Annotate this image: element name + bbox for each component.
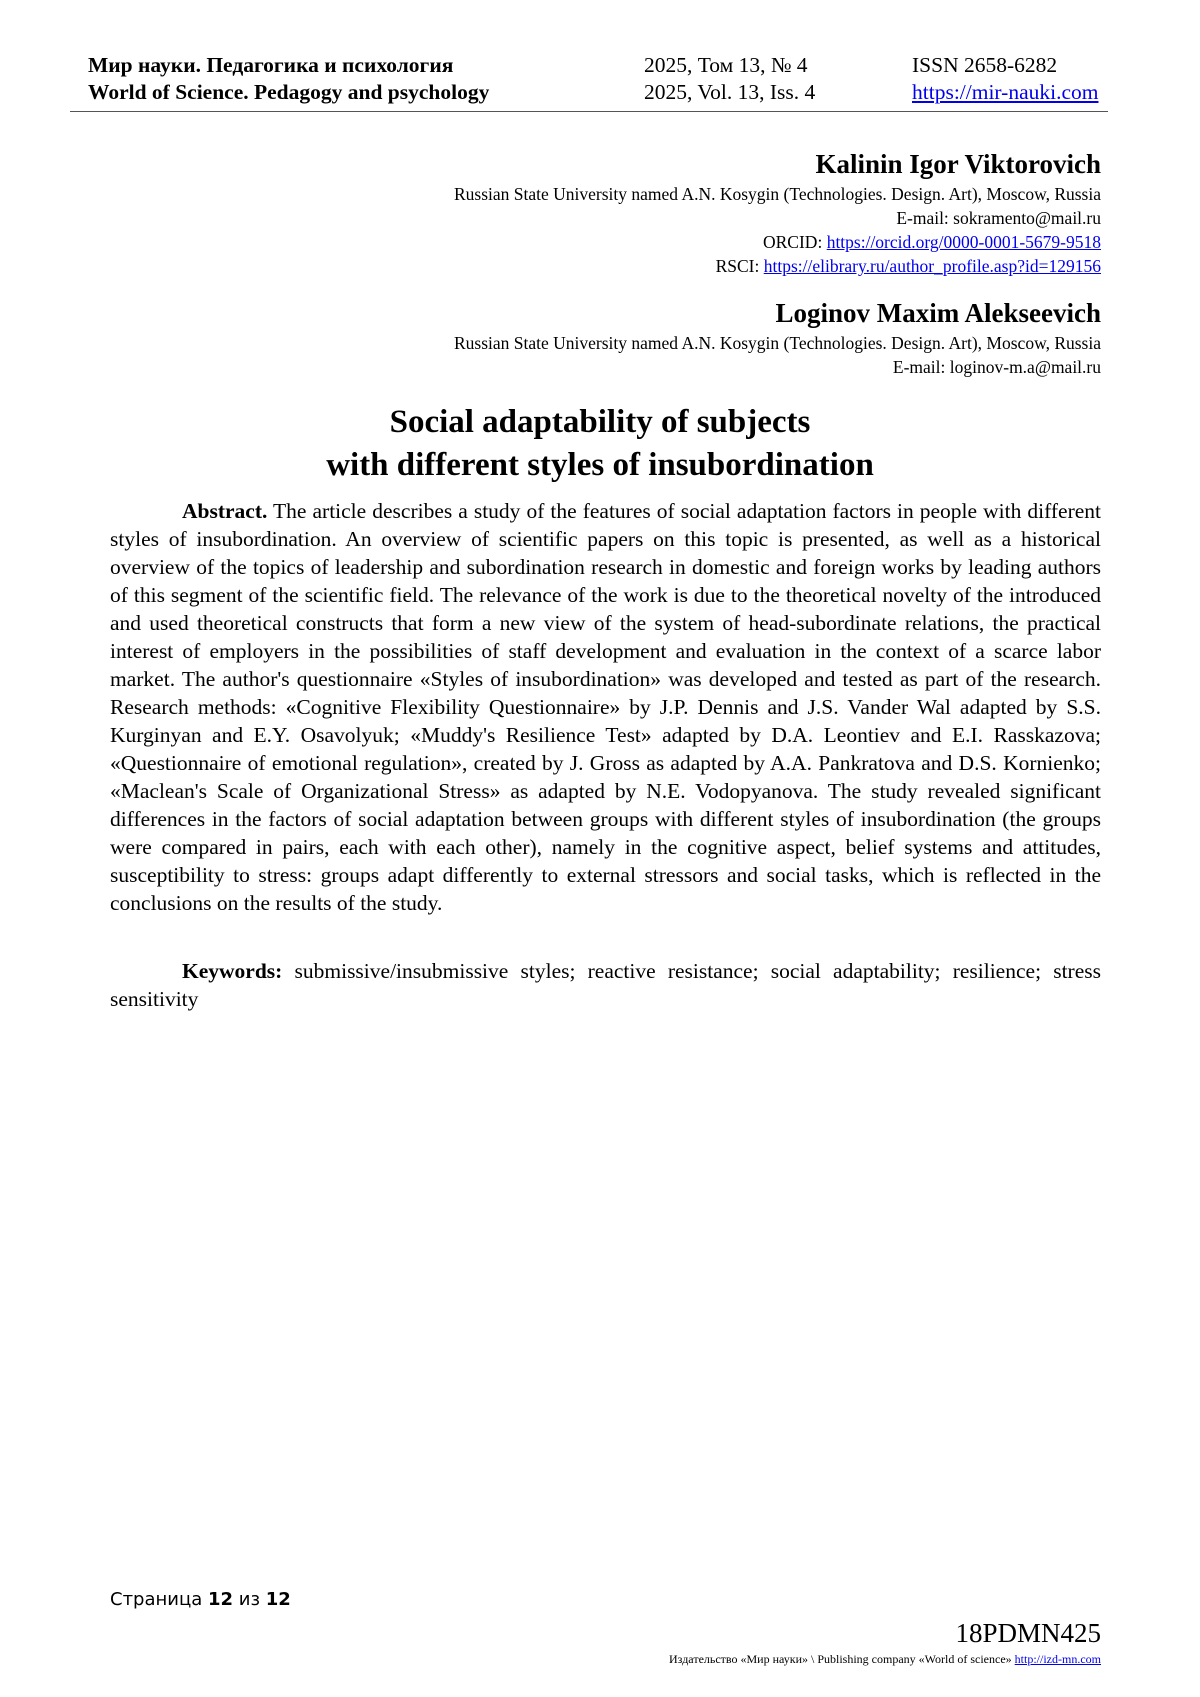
journal-name-ru: Мир науки. Педагогика и психология bbox=[88, 53, 454, 77]
journal-header bbox=[88, 52, 1120, 106]
orcid-link[interactable]: https://orcid.org/0000-0001-5679-9518 bbox=[826, 232, 1101, 252]
author-block-kalinin bbox=[454, 148, 1101, 278]
title-line-2: with different styles of insubordination bbox=[326, 447, 874, 483]
journal-name-en: World of Science. Pedagogy and psychology bbox=[88, 80, 490, 104]
orcid-label: ORCID: bbox=[763, 232, 827, 252]
page-current: 12 bbox=[207, 1589, 234, 1610]
article-title bbox=[100, 401, 1100, 487]
abstract-text: The article describes a study of the features of social adaptation factors in people with different styles of insubordination. An overview of scientific papers on this topic is presented, as well as a historical overview of the topics of leadership and subordination research in domestic and foreign works by leading authors of this segment of the scientific field. The relevance of the work is due to the theoretical novelty of the introduced and used theoretical constructs that form a new view of the system of head-subordinate relations, the practical interest of employers in the possibilities of staff development and evaluation in the context of a scarce labor market. The author's questionnaire «Styles of insubordination» was developed and tested as part of the research. Research methods: «Cognitive Flexibility Questionnaire» by J.P. Dennis and J.S. Vander Wal adapted by S.S. Kurginyan and E.Y. Osavolyuk; «Muddy's Resilience Test» adapted by D.A. Leontiev and E.I. Rasskazova; «Questionnaire of emotional regulation», created by J. Gross as adapted by A.A. Pankratova and D.S. Kornienko; «Maclean's Scale of Organizational Stress» as adapted by N.E. Vodopyanova. The study revealed significant differences in the factors of social adaptation between groups with different styles of insubordination (the groups were compared in pairs, each with each other), namely in the cognitive aspect, belief systems and attitudes, susceptibility to stress: groups adapt differently to external stressors and social tasks, which is reflected in the conclusions on the results of the study. bbox=[110, 499, 1101, 915]
author-email: sokramento@mail.ru bbox=[953, 208, 1101, 228]
keywords-text: submissive/insubmissive styles; reactive resistance; social adaptability; resilience; stress sensitivity bbox=[110, 959, 1101, 1011]
volume-ru: 2025, Том 13, № 4 bbox=[644, 53, 808, 77]
page-separator: из bbox=[233, 1589, 266, 1610]
rsci-link[interactable]: https://elibrary.ru/author_profile.asp?id=129156 bbox=[763, 256, 1101, 276]
publisher-link[interactable]: http://izd-mn.com bbox=[1014, 1652, 1101, 1666]
author-name: Loginov Maxim Alekseevich bbox=[775, 298, 1101, 328]
keywords-label: Keywords: bbox=[182, 959, 283, 983]
author-email-line bbox=[454, 355, 1101, 379]
journal-website-link[interactable]: https://mir-nauki.com bbox=[912, 80, 1099, 104]
article-code: 18PDMN425 bbox=[955, 1618, 1101, 1648]
email-label: E-mail: bbox=[892, 357, 950, 377]
author-name: Kalinin Igor Viktorovich bbox=[815, 149, 1101, 179]
abstract-paragraph bbox=[110, 497, 1101, 917]
rsci-label: RSCI: bbox=[715, 256, 764, 276]
email-label: E-mail: bbox=[896, 208, 954, 228]
keywords-paragraph bbox=[110, 957, 1101, 1013]
author-email-line bbox=[454, 206, 1101, 230]
volume-en: 2025, Vol. 13, Iss. 4 bbox=[644, 80, 816, 104]
author-rsci-line bbox=[454, 254, 1101, 278]
page-total: 12 bbox=[265, 1589, 291, 1610]
author-orcid-line bbox=[454, 230, 1101, 254]
publisher-footer bbox=[669, 1652, 1101, 1667]
issn: ISSN 2658-6282 bbox=[912, 53, 1058, 77]
page-number bbox=[110, 1589, 291, 1610]
author-email: loginov-m.a@mail.ru bbox=[949, 357, 1101, 377]
title-line-1: Social adaptability of subjects bbox=[389, 404, 811, 440]
author-affiliation: Russian State University named A.N. Kosygin (Technologies. Design. Art), Moscow, Russia bbox=[453, 333, 1101, 353]
page-prefix: Страница bbox=[110, 1589, 208, 1610]
header-divider bbox=[70, 111, 1108, 112]
abstract-label: Abstract. bbox=[182, 499, 268, 523]
publisher-text: Издательство «Мир науки» \ Publishing company «World of science» bbox=[669, 1652, 1015, 1666]
author-affiliation: Russian State University named A.N. Kosygin (Technologies. Design. Art), Moscow, Russia bbox=[453, 184, 1101, 204]
author-block-loginov bbox=[454, 297, 1101, 379]
